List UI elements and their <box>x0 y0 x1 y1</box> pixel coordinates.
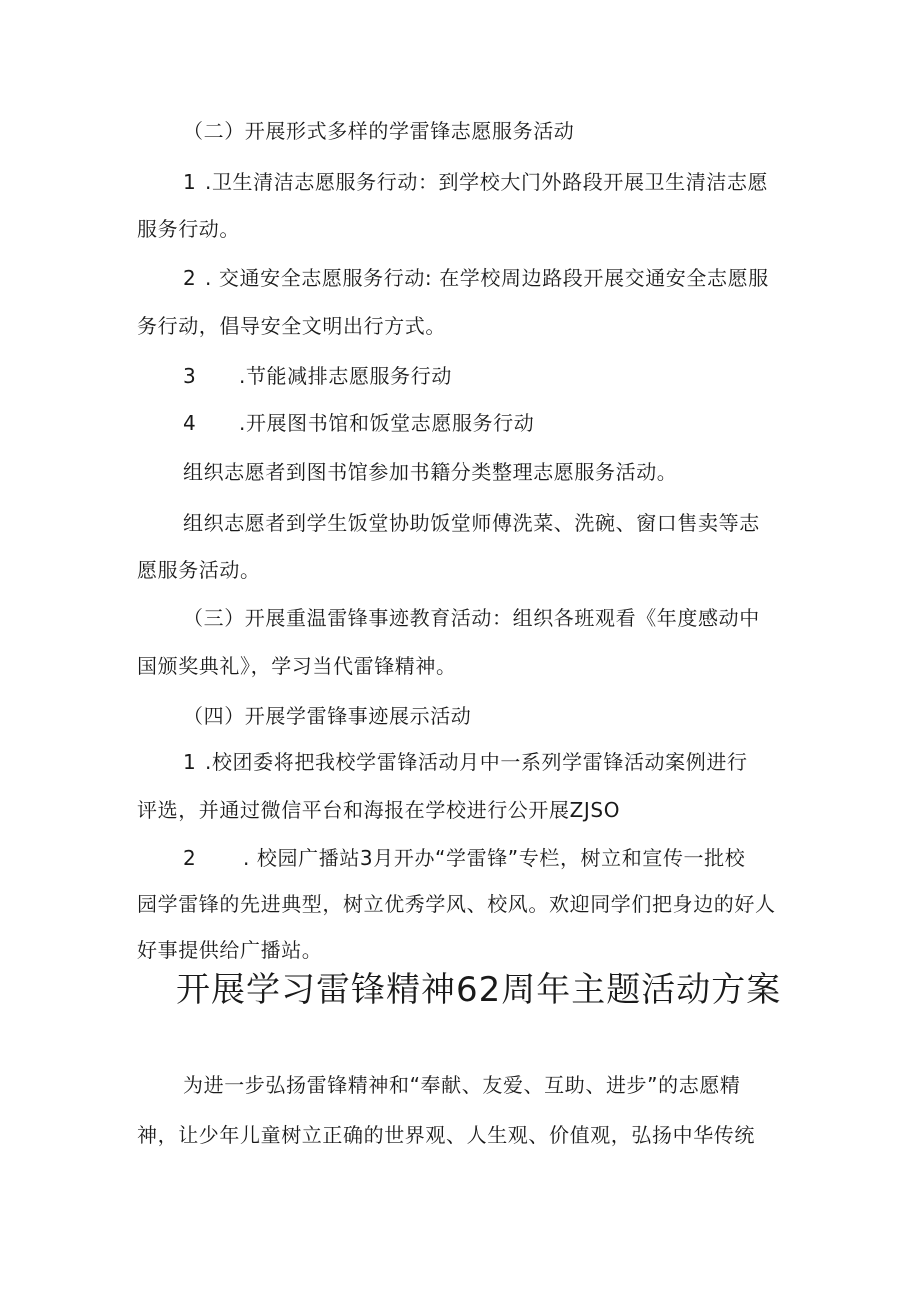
list-text: .节能减排志愿服务行动 <box>239 364 452 388</box>
intro-paragraph: 为进一步弘扬雷锋精神和“奉献、友爱、互助、进步”的志愿精 <box>183 1073 741 1097</box>
document-title: 开展学习雷锋精神62周年主题活动方案 <box>176 970 782 1010</box>
list-number: 4 <box>183 411 197 435</box>
s4-item-2-cont: 园学雷锋的先进典型，树立优秀学风、校风。欢迎同学们把身边的好人 <box>137 892 776 916</box>
list-number: 3 <box>183 364 197 388</box>
s4-item-1 <box>183 748 748 776</box>
list-text: . 校园广播站3月开办“学雷锋”专栏，树立和宣传一批校 <box>243 846 746 870</box>
section-4-heading: （四）开展学雷锋事迹展示活动 <box>183 704 472 728</box>
s2-paragraph-2: 组织志愿者到学生饭堂协助饭堂师傅洗菜、洗碗、窗口售卖等志 <box>183 511 760 535</box>
s2-item-1 <box>183 168 768 196</box>
s4-item-2 <box>183 844 745 872</box>
list-number: 2 <box>183 846 197 870</box>
section-3-text-cont: 国颁奖典礼》，学习当代雷锋精神。 <box>137 654 457 678</box>
s2-item-2-cont: 务行动，倡导安全文明出行方式。 <box>137 314 446 338</box>
s4-item-2-cont-2: 好事提供给广播站。 <box>137 938 323 962</box>
list-text: .校团委将把我校学雷锋活动月中一系列学雷锋活动案例进行 <box>205 750 748 774</box>
s2-item-3 <box>183 362 452 390</box>
intro-paragraph-cont: 神，让少年儿童树立正确的世界观、人生观、价值观，弘扬中华传统 <box>137 1123 755 1147</box>
list-number: 1 <box>183 750 197 774</box>
s2-paragraph-2-cont: 愿服务活动。 <box>137 558 261 582</box>
list-text: .开展图书馆和饭堂志愿服务行动 <box>239 411 535 435</box>
list-number: 2 <box>183 266 197 290</box>
section-3-text: （三）开展重温雷锋事迹教育活动：组织各班观看《年度感动中 <box>183 606 760 630</box>
section-2-heading: （二）开展形式多样的学雷锋志愿服务活动 <box>183 119 575 143</box>
s2-item-2 <box>183 264 769 292</box>
list-number: 1 <box>183 170 197 194</box>
list-text: . 交通安全志愿服务行动: 在学校周边路段开展交通安全志愿服 <box>205 266 769 290</box>
s2-item-4 <box>183 409 534 437</box>
s4-item-1-cont: 评选，并通过微信平台和海报在学校进行公开展ZJSO <box>137 798 621 822</box>
list-text: .卫生清洁志愿服务行动：到学校大门外路段开展卫生清洁志愿 <box>205 170 769 194</box>
s2-paragraph-1: 组织志愿者到图书馆参加书籍分类整理志愿服务活动。 <box>183 460 678 484</box>
s2-item-1-cont: 服务行动。 <box>137 217 240 241</box>
